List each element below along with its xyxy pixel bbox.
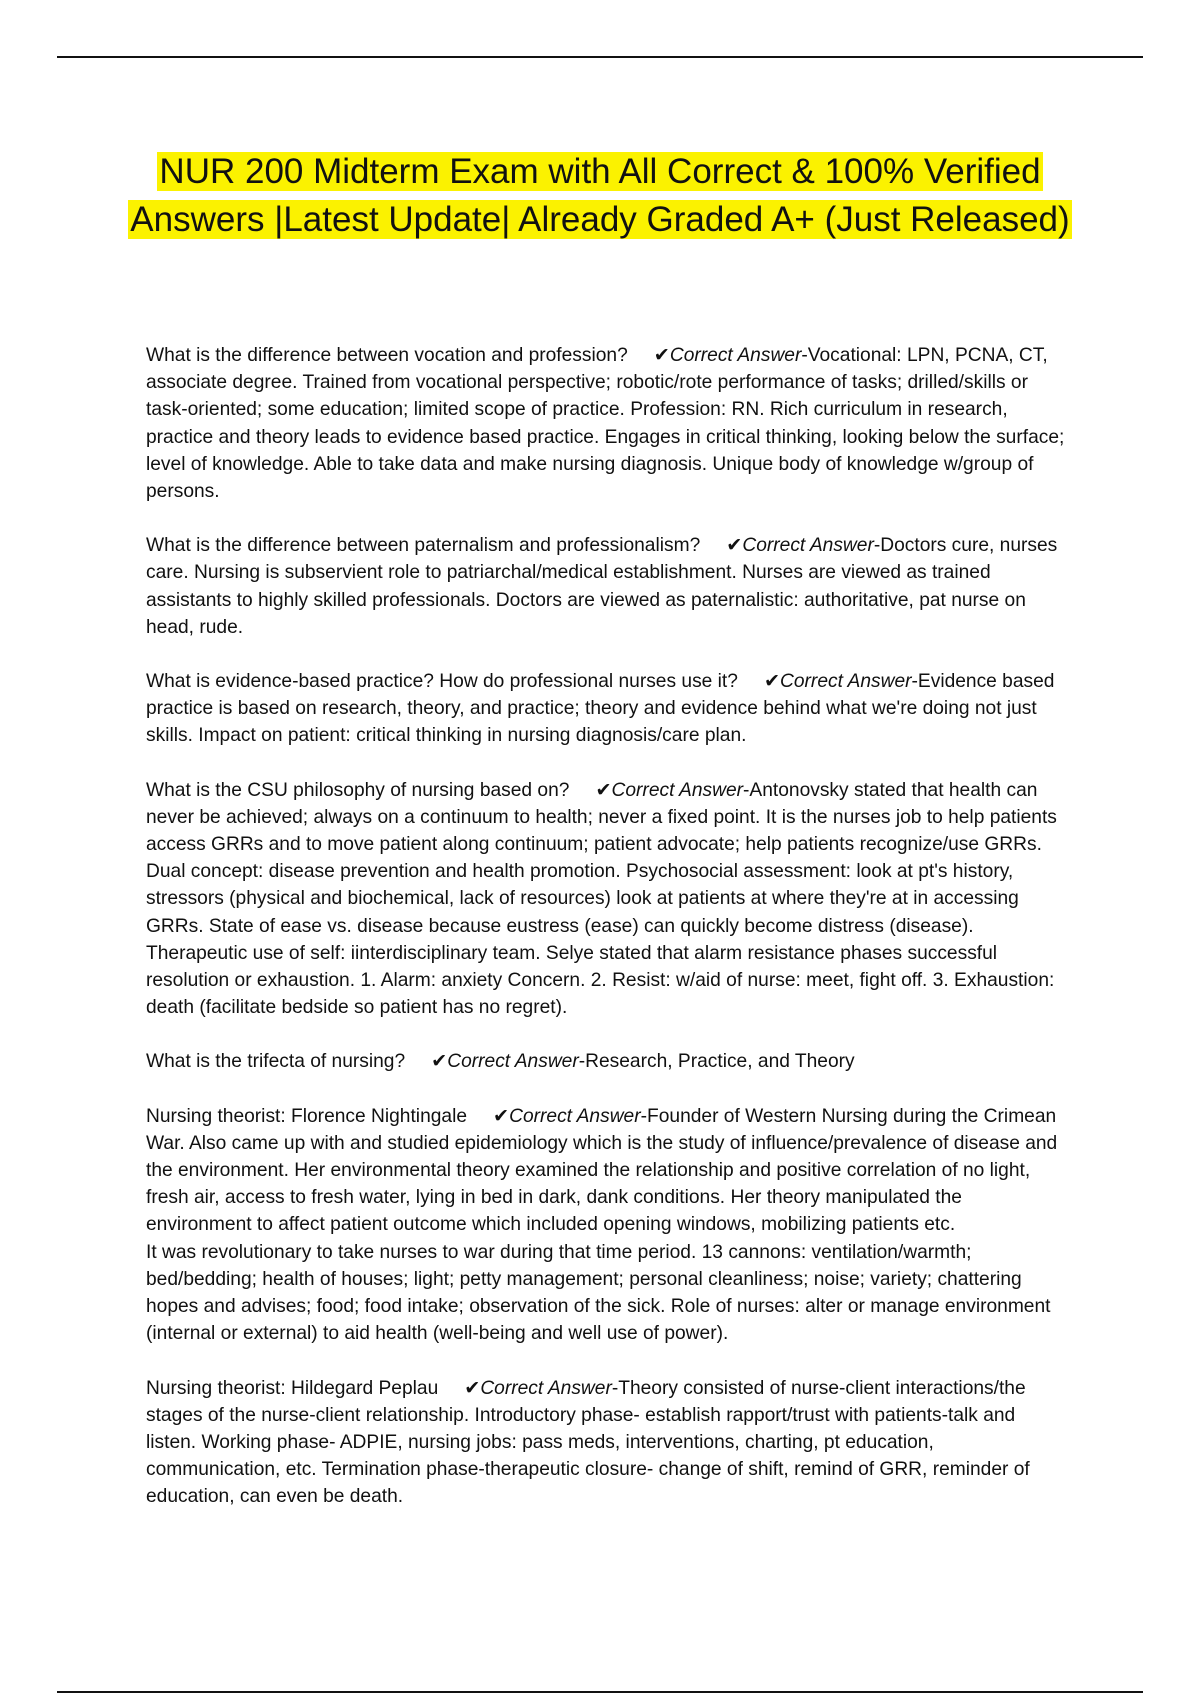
check-icon: ✔ xyxy=(763,671,781,693)
correct-answer-marker xyxy=(654,345,802,366)
check-icon: ✔ xyxy=(595,779,612,801)
qa-item-6 xyxy=(146,1103,1066,1348)
question-text: What is the CSU philosophy of nursing based on? xyxy=(146,779,570,801)
correct-answer-marker xyxy=(431,1051,579,1072)
qa-item-1 xyxy=(146,342,1066,505)
correct-answer-label: Correct Answer xyxy=(480,1377,612,1399)
check-icon: ✔ xyxy=(653,345,670,366)
question-text: What is the difference between vocation and profession? xyxy=(146,345,628,366)
correct-answer-marker xyxy=(595,780,743,801)
qa-item-7 xyxy=(146,1375,1066,1511)
question-text: What is evidence-based practice? How do professional nurses use it? xyxy=(146,671,738,693)
check-icon: ✔ xyxy=(431,1051,448,1073)
correct-answer-label: Correct Answer xyxy=(669,345,802,366)
answer-text: -Founder of Western Nursing during the Crimean War. Also came up with and studied epidemiology which is the study of influence/prevalence of disease and the environment. Her environmental theory examined the relationship and positive correlation of no light, fresh air, access to fresh water, lying in bed in dark, dank conditions. Her theory manipulated the environment to affect patient outcome which included opening windows, mobilizing patients etc. xyxy=(146,1105,1058,1236)
qa-item-4 xyxy=(146,777,1066,1022)
answer-text: -Doctors cure, nurses care. Nursing is subservient role to patriarchal/medical establishment. Nurses are viewed as trained assistants to highly skilled professionals. Doctors are viewed as paternalistic: authoritative, pat nurse on head, rude. xyxy=(146,535,1058,638)
correct-answer-label: Correct Answer xyxy=(447,1051,579,1073)
correct-answer-label: Correct Answer xyxy=(611,779,744,801)
correct-answer-marker xyxy=(493,1106,641,1127)
qa-item-3 xyxy=(146,668,1066,750)
correct-answer-marker xyxy=(464,1378,612,1399)
correct-answer-label: Correct Answer xyxy=(780,671,912,693)
answer-text: -Evidence based practice is based on research, theory, and practice; theory and evidence behind what we're doing not just skills. Impact on patient: critical thinking in nursing diagnosis/care plan. xyxy=(146,671,1055,747)
correct-answer-marker xyxy=(764,671,912,692)
answer-text: -Vocational: LPN, PCNA, CT, associate degree. Trained from vocational perspective; robotic/rote performance of tasks; drilled/skills or task-oriented; some education; limited scope of practice. Profession: RN. Rich curriculum in research, practice and theory leads to evidence based practice. Engages in critical thinking, looking below the surface; level of knowledge. Able to take data and make nursing diagnosis. Unique body of knowledge w/group of persons. xyxy=(146,345,1065,503)
answer-text: -Research, Practice, and Theory xyxy=(578,1051,855,1073)
answer-text: -Antonovsky stated that health can never be achieved; always on a continuum to health; never a fixed point. It is the nurses job to help patients access GRRs and to move patient along continuum; patient advocate; help patients recognize/use GRRs. Dual concept: disease prevention and health promotion. Psychosocial assessment: look at pt's history, stressors (physical and biochemical, lack of resources) look at patients at where they're at in accessing GRRs. State of ease vs. disease because eustress (ease) can quickly become distress (disease). Therapeutic use of self: iinterdisciplinary team. Selye stated that alarm resistance phases successful resolution or exhaustion. 1. Alarm: anxiety Concern. 2. Resist: w/aid of nurse: meet, fight off. 3. Exhaustion: death (facilitate bedside so patient has no regret). xyxy=(146,779,1057,1019)
correct-answer-label: Correct Answer xyxy=(509,1105,641,1127)
qa-list xyxy=(146,342,1066,1538)
correct-answer-marker xyxy=(726,535,874,556)
question-text: Nursing theorist: Hildegard Peplau xyxy=(146,1377,439,1399)
question-text: What is the trifecta of nursing? xyxy=(146,1051,406,1073)
document-title xyxy=(100,148,1100,244)
answer-text: -Theory consisted of nurse-client interactions/the stages of the nurse-client relationship. Introductory phase- establish rapport/trust with patients-talk and listen. Working phase- ADPIE, nursing jobs: pass meds, interventions, charting, pt education, communication, etc. Termination phase-therapeutic closure- change of shift, remind of GRR, reminder of education, can even be death. xyxy=(146,1377,1030,1508)
title-highlight: NUR 200 Midterm Exam with All Correct & 100% Verified Answers |Latest Update| Already Graded A+ (Just Released) xyxy=(130,152,1070,239)
check-icon: ✔ xyxy=(493,1105,510,1127)
correct-answer-label: Correct Answer xyxy=(742,535,874,557)
check-icon: ✔ xyxy=(726,535,743,557)
check-icon: ✔ xyxy=(464,1377,481,1399)
qa-item-5 xyxy=(146,1048,1066,1075)
answer-text-continued: It was revolutionary to take nurses to war during that time period. 13 cannons: ventilation/warmth; bed/bedding; health of houses; light; petty management; personal cleanliness; noise; variety; chattering hopes and advises; food; food intake; observation of the sick. Role of nurses: alter or manage environment (internal or external) to aid health (well-being and well use of power). xyxy=(146,1241,1051,1345)
question-text: What is the difference between paternalism and professionalism? xyxy=(146,535,701,557)
qa-item-2 xyxy=(146,532,1066,641)
top-rule xyxy=(57,56,1143,58)
question-text: Nursing theorist: Florence Nightingale xyxy=(146,1105,468,1127)
bottom-rule xyxy=(57,1691,1143,1693)
